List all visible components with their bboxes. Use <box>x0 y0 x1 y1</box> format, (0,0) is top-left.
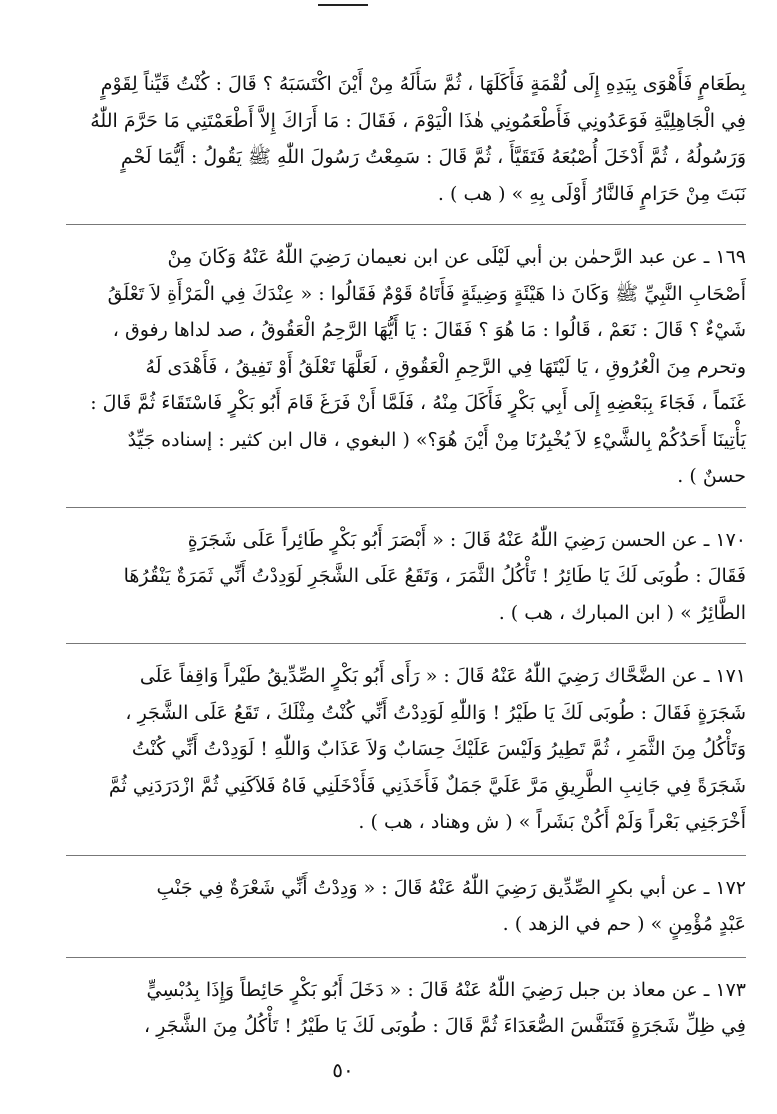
paragraph-172 <box>66 870 746 943</box>
text-line: وَتَأْكُلُ مِنَ الثَّمَرِ ، ثُمَّ تَطِيرُ وَلَيْسَ عَلَيْكَ حِسَابٌ وَلاَ عَذَابٌ وَاللّٰهِ ! لَوَدِدْتُ أَنِّي كُنْتُ <box>131 738 746 760</box>
text-line: شَجَرَةً فِي جَانِبِ الطَّرِيقِ مَرَّ عَلَيَّ جَمَلٌ فَأَخَذَنِي فَأَدْخَلَنِي فَاهُ فَلاَكَنِي ثُمَّ ازْدَرَدَنِي ثُمَّ <box>108 774 746 797</box>
paragraph-171 <box>66 658 746 841</box>
divider <box>66 507 746 508</box>
text-line: أَخْرَجَنِي بَعْراً وَلَمْ أَكُنْ بَشَراً » ( ش وهناد ، هب ) . <box>358 811 746 833</box>
text-line: غَنَماً ، فَجَاءَ بِبَعْضِهِ إِلَى أَبِي بَكْرٍ فَأَكَلَ مِنْهُ ، فَلَمَّا أَنْ فَرَغَ قَامَ أَبُو بَكْرٍ فَاسْتَقَاءَ ثُمَّ قَالَ : <box>90 392 746 414</box>
text-line: الطَّائِرُ » ( ابن المبارك ، هب ) . <box>498 601 746 624</box>
text-line: ١٧٠ ـ عن الحسن رَضِيَ اللّٰهُ عَنْهُ قَالَ : « أَبْصَرَ أَبُو بَكْرٍ طَائِراً عَلَى شَجَرَةٍ <box>187 528 746 551</box>
top-rule <box>318 4 368 6</box>
divider <box>66 224 746 225</box>
text-line: ١٦٩ ـ عن عبد الرَّحمٰن بن أبي لَيْلَى عن ابن نعيمان رَضِيَ اللّٰهُ عَنْهُ وَكَانَ مِنْ <box>167 246 746 268</box>
text-line: بِطَعَامٍ فَأَهْوَى بِيَدِهِ إِلَى لُقْمَةٍ فَأَكَلَهَا ، ثُمَّ سَأَلَهُ مِنْ أَيْنَ اكْتَسَبَهُ ؟ قَالَ : كُنْتُ قَيِّناً لِقَوْمٍ <box>100 73 746 95</box>
text-line: يَأْتِينَا أَحَدُكُمْ بِالشَّيْءِ لاَ يُخْبِرُنَا مِنْ أَيْنَ هُوَ؟» ( البغوي ، قال ابن كثير : إسناده جَيِّدٌ <box>127 428 746 451</box>
text-line: ١٧٢ ـ عن أبي بكرٍ الصِّدِّيق رَضِيَ اللّٰهُ عَنْهُ قَالَ : « وَدِدْتُ أَنِّي شَعْرَةٌ فِي جَنْبِ <box>156 876 746 899</box>
paragraph-169 <box>66 239 746 495</box>
text-line: شَيْءٌ ؟ قَالَ : نَعَمْ ، قَالُوا : مَا هُوَ ؟ فَقَالَ : يَا أَيُّهَا الرَّحِمُ الْعَقُوقُ ، صد لداها رفوق ، <box>112 319 746 341</box>
text-line: أَصْحَابِ النَّبِيِّ ﷺ وَكَانَ ذا هَيْئَةٍ وَضِيئَةٍ فَأَتَاهُ قَوْمٌ فَقَالُوا : « عِنْدَكَ فِي الْمَرْأَةِ لاَ تَعْلَقُ <box>107 282 746 305</box>
text-line: حسنٌ ) . <box>677 465 746 487</box>
text-line: نَبَتَ مِنْ حَرَامٍ فَالنَّارُ أَوْلَى بِهِ » ( هب ) . <box>437 182 746 205</box>
text-line: فِي ظِلِّ شَجَرَةٍ فَتَنَفَّسَ الصُّعَدَاءَ ثُمَّ قَالَ : طُوبَى لَكَ يَا طَيْرُ ! تَأْكُلُ مِنَ الشَّجَرِ ، <box>144 1015 746 1037</box>
text-line: عَبْدٍ مُؤْمِنٍ » ( حم في الزهد ) . <box>502 913 746 935</box>
text-line: وتحرم مِنَ الْعُرُوقِ ، يَا لَيْتَهَا فِي الرَّحِمِ الْعَقُوقِ ، لَعَلَّهَا تَعْلَقُ أَوْ تَفِيقُ ، فَأَهْدَى لَهُ <box>145 355 746 378</box>
text-line: وَرَسُولُهُ ، ثُمَّ أَدْخَلَ أُصْبُعَهُ فَتَقَيَّأَ ، ثُمَّ قَالَ : سَمِعْتُ رَسُولَ اللّٰهِ ﷺ يَقُولُ : أَيُّمَا لَحْمٍ <box>120 146 746 168</box>
page-number: ٥٠ <box>332 1058 354 1082</box>
divider <box>66 855 746 856</box>
text-line: شَجَرَةٍ فَقَالَ : طُوبَى لَكَ يَا طَيْرُ ! وَاللّٰهِ لَوَدِدْتُ أَنِّي كُنْتُ مِثْلَكَ ، تَقَعُ عَلَى الشَّجَرِ ، <box>125 701 746 724</box>
text-line: ١٧١ ـ عن الضَّحَّاك رَضِيَ اللّٰهُ عَنْهُ قَالَ : « رَأَى أَبُو بَكْرٍ الصِّدِّيقُ طَيْراً وَاقِفاً عَلَى <box>139 665 746 687</box>
divider <box>66 957 746 958</box>
paragraph-168-continuation <box>66 66 746 212</box>
text-line: فِي الْجَاهِلِيَّةِ فَوَعَدُونِي فَأَطْعَمُونِي هٰذَا الْيَوْمَ ، فَقَالَ : مَا أَرَاكَ إِلاَّ أَطْعَمْتَنِي مَا حَرَّمَ اللّٰهُ <box>90 109 746 132</box>
page-content <box>66 66 746 1045</box>
text-line: فَقَالَ : طُوبَى لَكَ يَا طَائِرُ ! تَأْكُلُ الثَّمَرَ ، وَتَقَعُ عَلَى الشَّجَرِ لَوَدِدْتُ أَنِّي ثَمَرَةٌ يَنْقُرُهَا <box>123 565 746 587</box>
text-line: ١٧٣ ـ عن معاذ بن جبل رَضِيَ اللّٰهُ عَنْهُ قَالَ : « دَخَلَ أَبُو بَكْرٍ حَائِطاً وَإِذَا بِدُبْسِيٍّ <box>146 978 746 1001</box>
divider <box>66 643 746 644</box>
paragraph-173 <box>66 972 746 1045</box>
paragraph-170 <box>66 522 746 632</box>
